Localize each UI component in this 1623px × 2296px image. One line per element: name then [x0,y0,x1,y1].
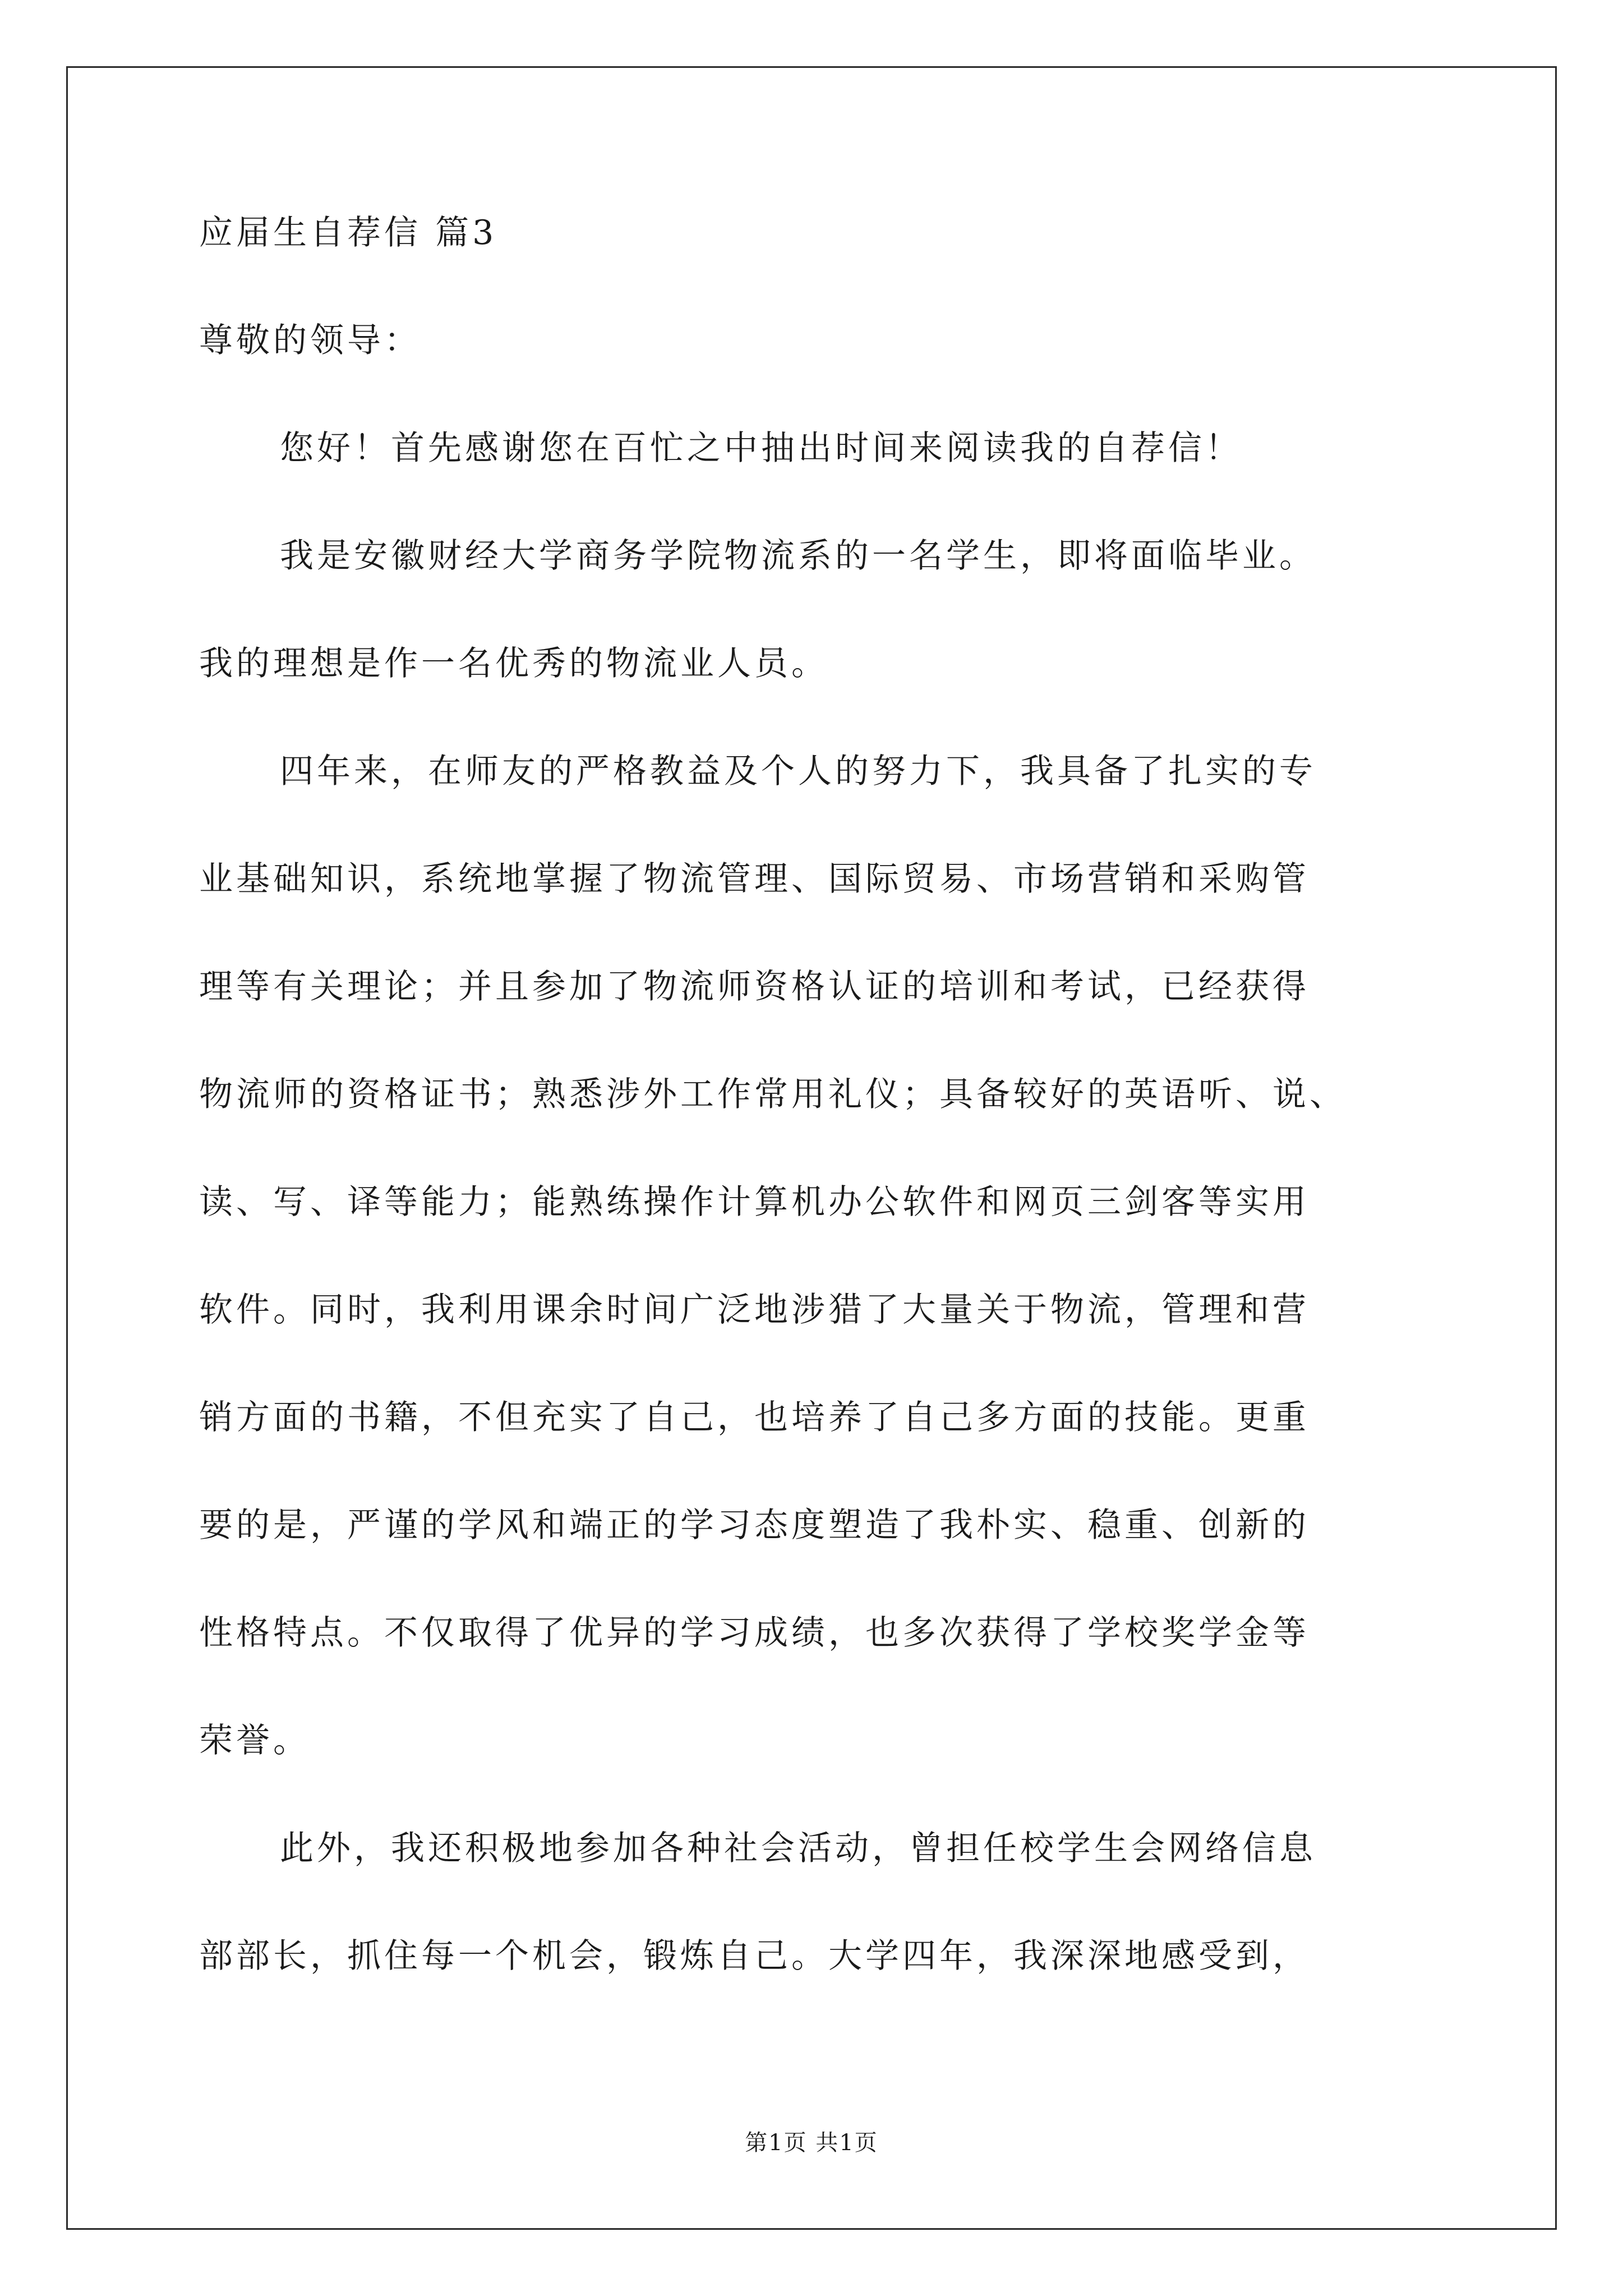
paragraph-3-line-2: 业基础知识，系统地掌握了物流管理、国际贸易、市场营销和采购管 [199,859,1310,899]
paragraph-2-line-1: 我是安徽财经大学商务学院物流系的一名学生，即将面临毕业。 [280,536,1316,576]
letter-greeting: 尊敬的领导： [199,321,421,360]
paragraph-3-line-8: 要的是，严谨的学风和端正的学习态度塑造了我朴实、稳重、创新的 [199,1506,1310,1545]
paragraph-3-line-3: 理等有关理论；并且参加了物流师资格认证的培训和考试，已经获得 [199,967,1310,1006]
letter-heading: 应届生自荐信 篇3 [199,213,497,252]
paragraph-3-line-7: 销方面的书籍，不但充实了自己，也培养了自己多方面的技能。更重 [199,1398,1310,1437]
paragraph-2-line-2: 我的理想是作一名优秀的物流业人员。 [199,644,828,683]
paragraph-3-line-6: 软件。同时，我利用课余时间广泛地涉猎了大量关于物流，管理和营 [199,1290,1310,1329]
paragraph-3-line-9: 性格特点。不仅取得了优异的学习成绩，也多次获得了学校奖学金等 [199,1613,1310,1653]
paragraph-1-line-1: 您好！首先感谢您在百忙之中抽出时间来阅读我的自荐信！ [280,429,1242,468]
paragraph-4-line-2: 部部长，抓住每一个机会，锻炼自己。大学四年，我深深地感受到， [199,1936,1310,1976]
paragraph-3-line-10: 荣誉。 [199,1721,310,1760]
paragraph-3-line-4: 物流师的资格证书；熟悉涉外工作常用礼仪；具备较好的英语听、说、 [199,1075,1347,1114]
paragraph-3-line-1: 四年来，在师友的严格教益及个人的努力下，我具备了扎实的专 [280,752,1316,791]
paragraph-3-line-5: 读、写、译等能力；能熟练操作计算机办公软件和网页三剑客等实用 [199,1182,1310,1222]
paragraph-4-line-1: 此外，我还积极地参加各种社会活动，曾担任校学生会网络信息 [280,1829,1316,1868]
page-number-footer: 第1页 共1页 [745,2130,878,2156]
letter-body [199,213,1433,2044]
